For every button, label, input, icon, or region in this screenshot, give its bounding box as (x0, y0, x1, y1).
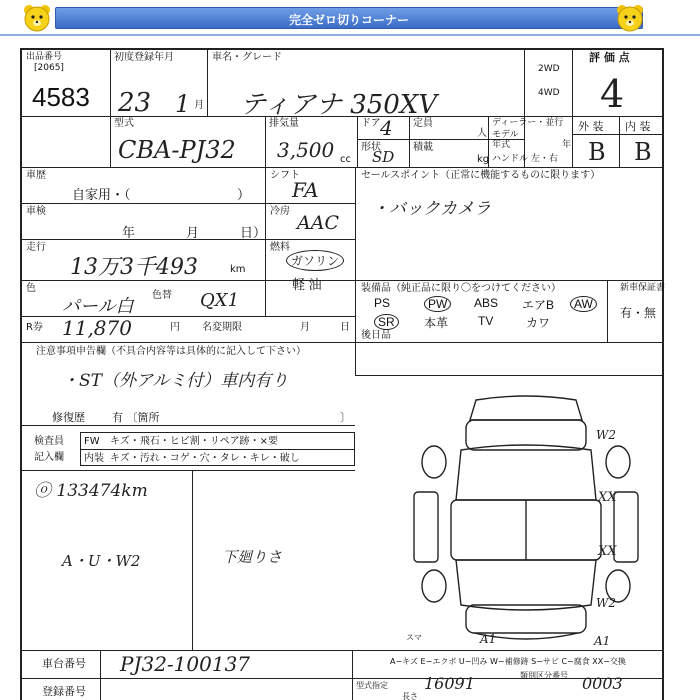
doors-label: ドア (361, 118, 381, 129)
chassis-label: 車台番号 (42, 657, 86, 670)
mark-a1-right: A1 (594, 634, 611, 648)
entry-label: 記入欄 (34, 452, 64, 463)
inspection-day: 日） (240, 225, 267, 240)
equipment-abs: ABS (474, 296, 499, 310)
shift-label: シフト (270, 170, 300, 181)
dimension-length-label: 長さ (402, 692, 418, 700)
color-change-label: 色替 (152, 290, 172, 301)
mileage-label: 走行 (26, 242, 46, 253)
notes-value: ・ST（外アルミ付）車内有り (62, 371, 289, 391)
notes-label: 注意事項申告欄（不具合内容等は具体的に記入して下さい） (36, 346, 306, 357)
chassis-value: PJ32-100137 (120, 652, 251, 676)
equipment-kawa: カワ (526, 316, 551, 330)
lot-number-label: 出品番号 (26, 52, 63, 62)
load-unit: kg (477, 154, 490, 165)
fuel-label: 燃料 (270, 242, 290, 253)
first-registration-label: 初度登録年月 (114, 52, 174, 63)
car-name-value: ティアナ 350XV (240, 90, 438, 120)
fw-label: FW (84, 436, 100, 447)
shift-value: FA (292, 178, 319, 202)
model-year-label: モデル (492, 130, 519, 140)
mileage-unit: km (230, 264, 246, 275)
ac-value: AAC (297, 212, 339, 234)
year-unit: 年 (562, 140, 572, 150)
header-bar (0, 0, 700, 36)
ac-label: 冷房 (270, 206, 290, 217)
equipment-airbag: エアB (522, 298, 555, 312)
year-label: 年式 (492, 140, 511, 150)
mileage-value: 13万3千493 (70, 255, 198, 280)
displacement-unit: cc (340, 154, 351, 165)
mark-xx-2: XX (598, 544, 617, 559)
doors-value: 4 (380, 116, 393, 140)
interior-grade: B (634, 138, 652, 166)
damage-legend: A−キズ E−エクボ U−凹み W−補修跡 S−サビ C−腐食 XX−交換 (390, 657, 626, 666)
model-value: CBA-PJ32 (118, 136, 236, 164)
equipment-tv: TV (478, 314, 494, 328)
drive-2wd: 2WD (538, 64, 560, 74)
inspection-month: 月 (186, 225, 200, 240)
header-title-bar (55, 7, 643, 29)
displacement-label: 排気量 (269, 118, 299, 129)
sales-point-label: セールスポイント（正常に機能するものに限ります） (361, 170, 601, 181)
usage-value: 自家用・（ (72, 187, 131, 202)
sales-point-value: ・バックカメラ (372, 199, 491, 219)
mark-suma: スマ (406, 633, 422, 642)
load-label: 積載 (413, 142, 433, 153)
type-designation-value: 16091 (424, 674, 475, 693)
name-change-month: 月 (300, 322, 310, 333)
shape-label: 形状 (361, 142, 381, 153)
interior-label: 内 装 (625, 120, 651, 133)
repair-close: 〕 (340, 411, 351, 424)
class-number-value: 0003 (582, 674, 623, 693)
mark-xx-1: XX (598, 490, 617, 505)
name-change-label: 名変期限 (202, 322, 242, 333)
fw-items: キズ・飛石・ヒビ割・リペア跡・×要 (110, 436, 278, 447)
type-designation-label: 型式指定 (356, 681, 388, 690)
exterior-grade: B (588, 138, 606, 166)
displacement-value: 3,500 (277, 138, 335, 162)
capacity-unit: 人 (477, 128, 487, 139)
equipment-ps: PS (374, 296, 391, 310)
equipment-label: 装備品（純正品に限り〇をつけてください） (361, 283, 561, 294)
dealer-label: ディーラー・並行 (492, 118, 564, 128)
handnote-damage: A・U・W2 (62, 552, 141, 570)
repair-value: 有 〔箇所 (112, 411, 160, 424)
inspection-sheet (20, 48, 664, 700)
first-registration-year: 23 (118, 88, 152, 118)
recycle-value: 11,870 (62, 316, 132, 340)
capacity-label: 定員 (413, 118, 433, 129)
color-code: QX1 (200, 290, 240, 311)
exterior-label: 外 装 (578, 120, 604, 133)
mark-w2-bottom: W2 (596, 596, 616, 610)
recycle-label: R券 (26, 322, 43, 333)
equipment-sr: SR (374, 314, 399, 330)
repair-label: 修復歴 (52, 411, 85, 424)
name-change-day: 日 (340, 322, 350, 333)
model-label: 型式 (114, 118, 134, 129)
rating-label: 評 価 点 (589, 51, 630, 64)
fuel-diesel: 軽 油 (292, 277, 322, 292)
inspector-label: 検査員 (34, 436, 64, 447)
new-warranty-label: 新車保証書 (620, 283, 666, 293)
color-label: 色 (26, 283, 36, 294)
recycle-unit: 円 (170, 322, 180, 333)
month-unit: 月 (194, 100, 204, 111)
fuel-gas-circled: ガソリン (286, 250, 344, 271)
mark-a1-left: A1 (480, 632, 497, 646)
handnote-mileage: ⓞ 133474km (34, 481, 148, 501)
rear-seat-label: 後日品 (361, 330, 391, 341)
inspection-label: 車検 (26, 206, 46, 217)
bear-mascot-icon (615, 3, 645, 33)
registration-label: 登録番号 (42, 685, 86, 698)
first-registration-month: 1 (175, 90, 191, 118)
inspection-year: 年 (122, 225, 136, 240)
usage-label: 車歴 (26, 170, 46, 181)
color-value: パール白 (62, 296, 134, 317)
equipment-pw: PW (424, 296, 451, 312)
equipment-leather: 本革 (424, 316, 449, 330)
page-title: 完全ゼロ切りコーナー (288, 13, 409, 27)
mark-w2-top: W2 (596, 428, 616, 442)
shape-value: SD (372, 148, 395, 166)
rating-score: 4 (600, 72, 625, 116)
usage-close: ） (237, 187, 251, 202)
handnote-underbody: 下廻りさ (222, 548, 283, 566)
bear-mascot-icon (22, 3, 52, 33)
car-name-label: 車名・グレード (212, 52, 282, 63)
equipment-aw: AW (570, 296, 597, 312)
lot-sub-number: [2065] (34, 63, 64, 73)
in-items: キズ・汚れ・コゲ・穴・タレ・キレ・破し (110, 453, 300, 464)
drive-4wd: 4WD (538, 88, 560, 98)
warranty-value: 有・無 (620, 306, 657, 320)
in-label: 内装 (84, 453, 104, 464)
class-number-label: 類別区分番号 (520, 671, 568, 680)
handle-label: ハンドル 左・右 (492, 154, 558, 164)
lot-number: 4583 (32, 82, 90, 112)
